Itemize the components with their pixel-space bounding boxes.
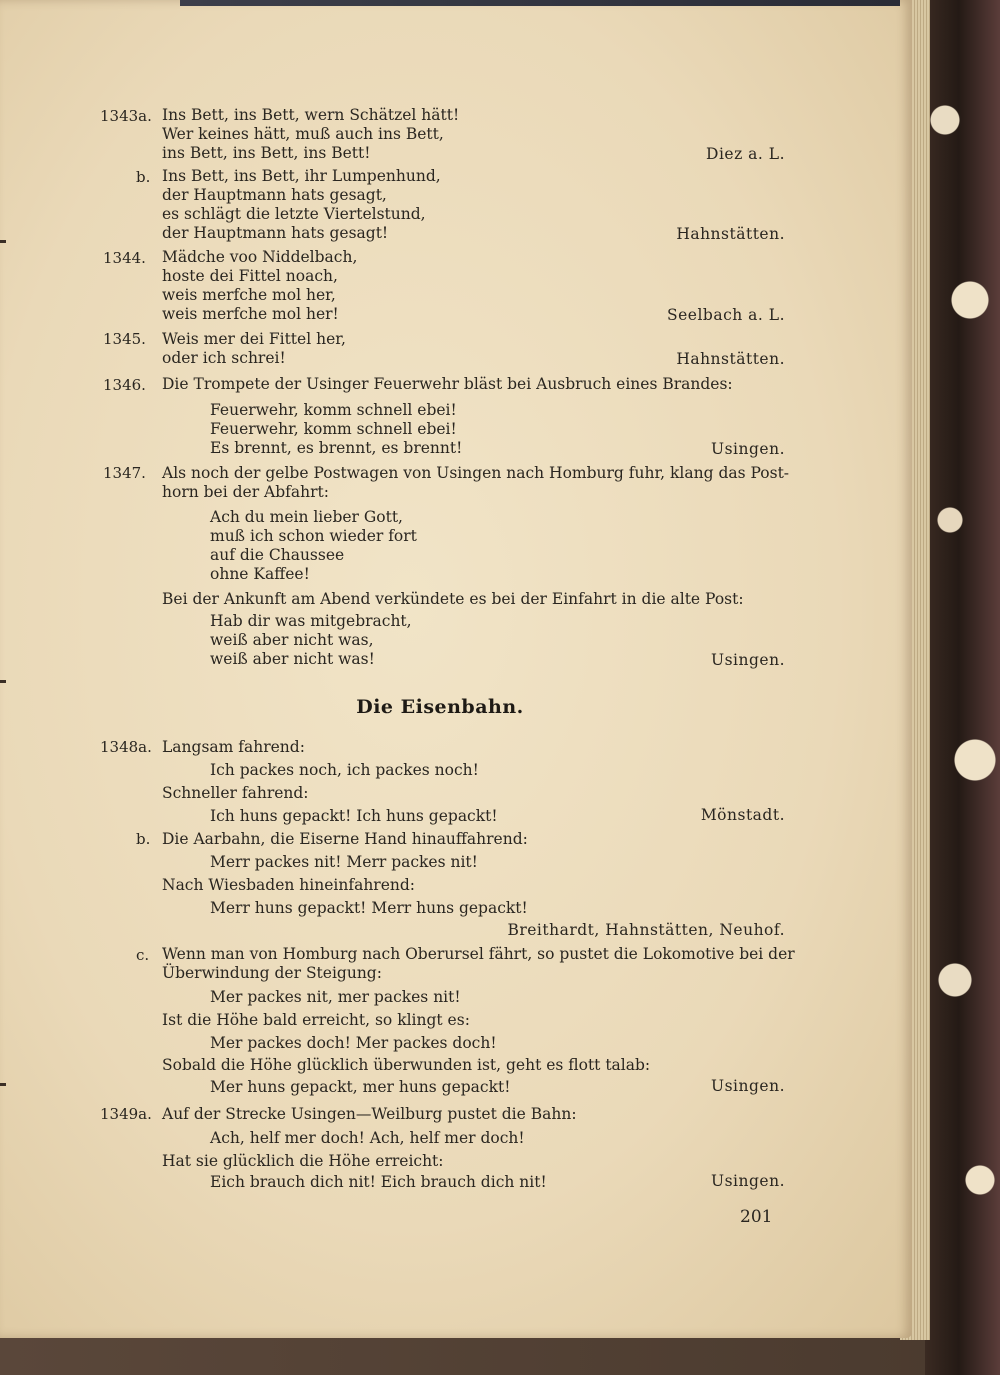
entry-intro: Wenn man von Homburg nach Oberursel fährt, so pustet die Lokomotive bei der [162, 945, 795, 963]
place-name: Mönstadt. [700, 806, 785, 824]
verse-line: Mer huns gepackt, mer huns gepackt! [210, 1078, 511, 1096]
verse-line: Mer packes nit, mer packes nit! [210, 988, 461, 1006]
entry-number: 1345. [103, 330, 146, 348]
entry-intro: Die Aarbahn, die Eiserne Hand hinauffahrend: [162, 830, 528, 848]
place-name: Breithardt, Hahnstätten, Neuhof. [507, 921, 785, 939]
place-name: Usingen. [711, 440, 785, 458]
verse-line: Mer packes doch! Mer packes doch! [210, 1034, 497, 1052]
verse-line: Weis mer dei Fittel her, [162, 330, 346, 348]
entry-number: 1346. [103, 376, 146, 394]
place-name: Hahnstätten. [676, 225, 785, 243]
entry-intro: Überwindung der Steigung: [162, 964, 382, 982]
verse-line: Ich packes noch, ich packes noch! [210, 761, 479, 779]
verse-line: Ins Bett, ins Bett, wern Schätzel hätt! [162, 106, 460, 124]
entry-intro: Auf der Strecke Usingen—Weilburg pustet die Bahn: [162, 1105, 577, 1123]
verse-line: Ach du mein lieber Gott, [210, 508, 403, 526]
entry-intro: Schneller fahrend: [162, 784, 309, 802]
verse-line: Wer keines hätt, muß auch ins Bett, [162, 125, 444, 143]
book-cover-edge [925, 0, 1000, 1375]
entry-number: 1343a. [100, 107, 152, 125]
entry-intro: Als noch der gelbe Postwagen von Usingen nach Homburg fuhr, klang das Post- [162, 464, 790, 482]
verse-line: Ach, helf mer doch! Ach, helf mer doch! [210, 1129, 525, 1147]
verse-line: Feuerwehr, komm schnell ebei! [210, 420, 457, 438]
verse-line: auf die Chaussee [210, 546, 345, 564]
verse-line: Eich brauch dich nit! Eich brauch dich nit! [210, 1173, 547, 1191]
verse-line: Merr packes nit! Merr packes nit! [210, 853, 478, 871]
place-name: Hahnstätten. [676, 350, 785, 368]
entry-intro: Sobald die Höhe glücklich überwunden ist, geht es flott talab: [162, 1056, 651, 1074]
entry-number: c. [136, 946, 150, 964]
margin-mark [0, 1083, 6, 1086]
entry-intro: Langsam fahrend: [162, 738, 305, 756]
place-name: Seelbach a. L. [667, 306, 785, 324]
verse-line: Es brennt, es brennt, es brennt! [210, 439, 463, 457]
verse-line: weiß aber nicht was! [210, 650, 375, 668]
verse-line: Hab dir was mitgebracht, [210, 612, 412, 630]
verse-line: weis merfche mol her, [162, 286, 336, 304]
section-heading: Die Eisenbahn. [356, 696, 524, 718]
page-number: 201 [740, 1207, 773, 1227]
entry-intro: Hat sie glücklich die Höhe erreicht: [162, 1152, 444, 1170]
verse-line: es schlägt die letzte Viertelstund, [162, 205, 426, 223]
verse-line: der Hauptmann hats gesagt! [162, 224, 389, 242]
verse-line: ins Bett, ins Bett, ins Bett! [162, 144, 371, 162]
place-name: Usingen. [711, 1172, 785, 1190]
entry-number: b. [136, 168, 151, 186]
place-name: Diez a. L. [706, 145, 785, 163]
margin-mark [0, 240, 6, 243]
place-name: Usingen. [711, 651, 785, 669]
place-name: Usingen. [711, 1077, 785, 1095]
entry-number: 1348a. [100, 738, 152, 756]
verse-line: Feuerwehr, komm schnell ebei! [210, 401, 457, 419]
entry-number: 1347. [103, 464, 146, 482]
verse-line: Ins Bett, ins Bett, ihr Lumpenhund, [162, 167, 441, 185]
verse-line: hoste dei Fittel noach, [162, 267, 338, 285]
entry-number: 1349a. [100, 1105, 152, 1123]
verse-line: der Hauptmann hats gesagt, [162, 186, 387, 204]
verse-line: muß ich schon wieder fort [210, 527, 417, 545]
verse-line: weis merfche mol her! [162, 305, 339, 323]
entry-intro: horn bei der Abfahrt: [162, 483, 329, 501]
entry-intro: Die Trompete der Usinger Feuerwehr bläst bei Ausbruch eines Brandes: [162, 375, 733, 393]
verse-line: ohne Kaffee! [210, 565, 310, 583]
entry-number: b. [136, 830, 151, 848]
top-shadow-strip [180, 0, 900, 6]
entry-intro: Ist die Höhe bald erreicht, so klingt es: [162, 1011, 470, 1029]
verse-line: Mädche voo Niddelbach, [162, 248, 358, 266]
verse-line: Ich huns gepackt! Ich huns gepackt! [210, 807, 498, 825]
verse-line: weiß aber nicht was, [210, 631, 374, 649]
verse-line: Merr huns gepackt! Merr huns gepackt! [210, 899, 528, 917]
entry-intro: Nach Wiesbaden hineinfahrend: [162, 876, 416, 894]
entry-intro: Bei der Ankunft am Abend verkündete es bei der Einfahrt in die alte Post: [162, 590, 744, 608]
margin-mark [0, 680, 6, 683]
entry-number: 1344. [103, 249, 146, 267]
verse-line: oder ich schrei! [162, 349, 286, 367]
